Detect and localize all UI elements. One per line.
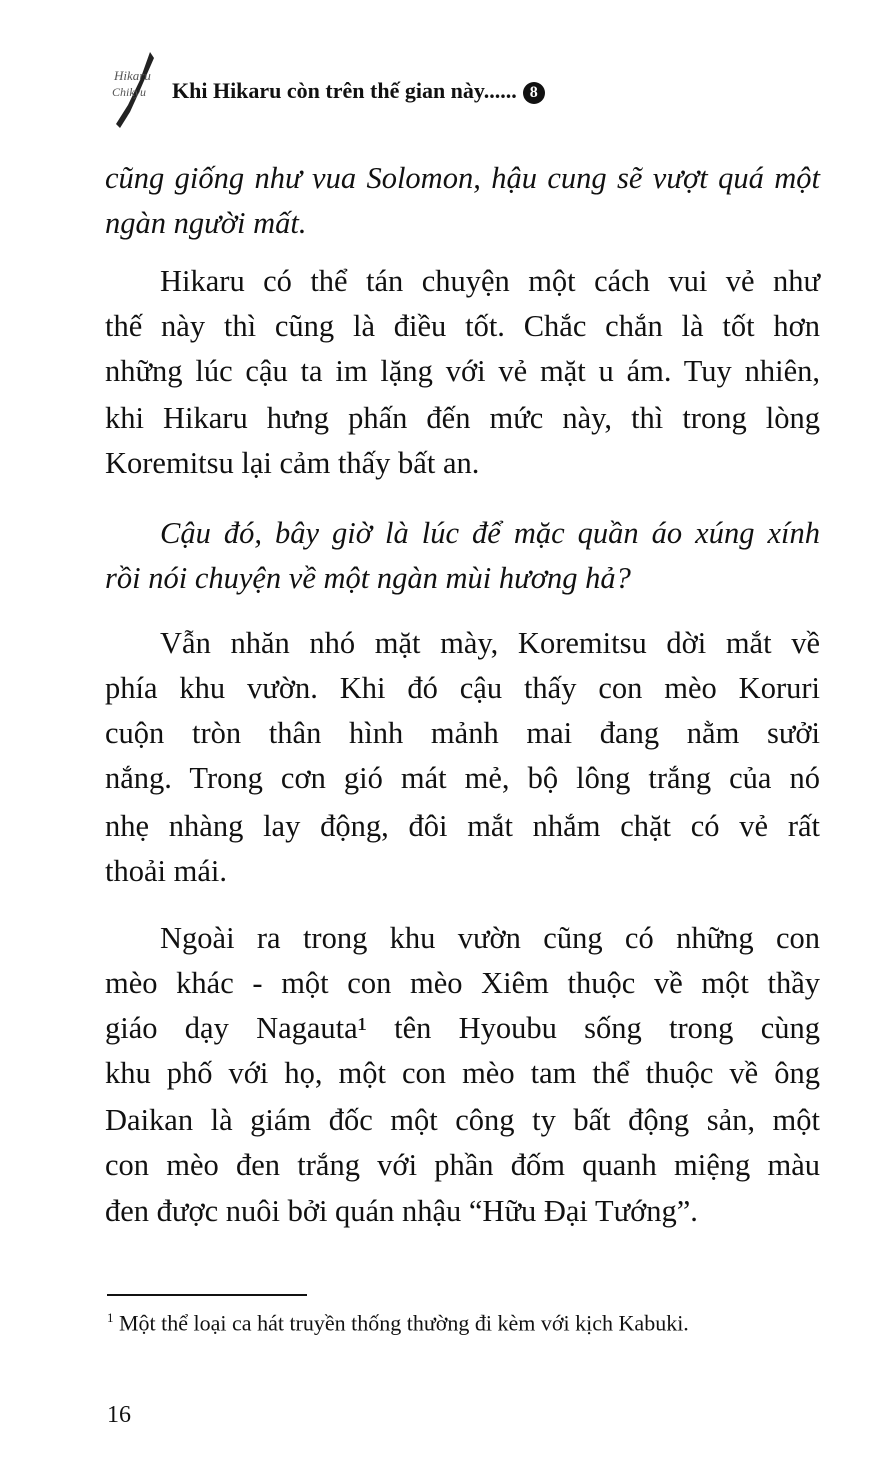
series-logo-icon <box>110 50 158 130</box>
text-line: thế này thì cũng là điều tốt. Chắc chắn là tốt hơn <box>105 309 820 343</box>
text-line: Vẫn nhăn nhó mặt mày, Koremitsu dời mắt về <box>160 626 820 660</box>
text-line: con mèo đen trắng với phần đốm quanh miệng màu <box>105 1148 820 1182</box>
footnote <box>107 1310 689 1336</box>
text-line: rồi nói chuyện về một ngàn mùi hương hả? <box>105 561 631 595</box>
text-line: mèo khác - một con mèo Xiêm thuộc về một thầy <box>105 966 820 1000</box>
text-line: thoải mái. <box>105 854 227 888</box>
text-line: cũng giống như vua Solomon, hậu cung sẽ vượt quá một <box>105 161 820 195</box>
text-line: những lúc cậu ta im lặng với vẻ mặt u ám. Tuy nhiên, <box>105 354 820 388</box>
header-title-text: Khi Hikaru còn trên thế gian này...... <box>172 78 517 103</box>
footnote-marker: 1 <box>107 1310 114 1325</box>
text-line: Hikaru có thể tán chuyện một cách vui vẻ như <box>160 264 820 298</box>
text-line: ngàn người mất. <box>105 206 307 240</box>
text-line: giáo dạy Nagauta¹ tên Hyoubu sống trong cùng <box>105 1011 820 1045</box>
text-line: nhẹ nhàng lay động, đôi mắt nhắm chặt có vẻ rất <box>105 809 820 843</box>
text-line: Koremitsu lại cảm thấy bất an. <box>105 446 480 480</box>
header-title <box>172 78 545 104</box>
text-line: khi Hikaru hưng phấn đến mức này, thì trong lòng <box>105 401 820 435</box>
footnote-divider <box>107 1294 307 1296</box>
page-number: 16 <box>107 1402 131 1428</box>
text-line: Ngoài ra trong khu vườn cũng có những con <box>160 921 820 955</box>
svg-text:Chikyu: Chikyu <box>112 85 146 99</box>
text-line: cuộn tròn thân hình mảnh mai đang nằm sưởi <box>105 716 820 750</box>
svg-text:Hikaru: Hikaru <box>114 68 151 83</box>
volume-badge: 8 <box>523 82 545 104</box>
text-line: phía khu vườn. Khi đó cậu thấy con mèo Koruri <box>105 671 820 705</box>
footnote-text: Một thể loại ca hát truyền thống thường đi kèm với kịch Kabuki. <box>119 1310 689 1336</box>
text-line: khu phố với họ, một con mèo tam thể thuộc về ông <box>105 1056 820 1090</box>
text-line: đen được nuôi bởi quán nhậu “Hữu Đại Tướng”. <box>105 1194 698 1228</box>
text-line: Daikan là giám đốc một công ty bất động sản, một <box>105 1103 820 1137</box>
text-line: Cậu đó, bây giờ là lúc để mặc quần áo xúng xính <box>160 516 820 550</box>
text-line: nắng. Trong cơn gió mát mẻ, bộ lông trắng của nó <box>105 761 820 795</box>
running-header <box>100 50 620 140</box>
